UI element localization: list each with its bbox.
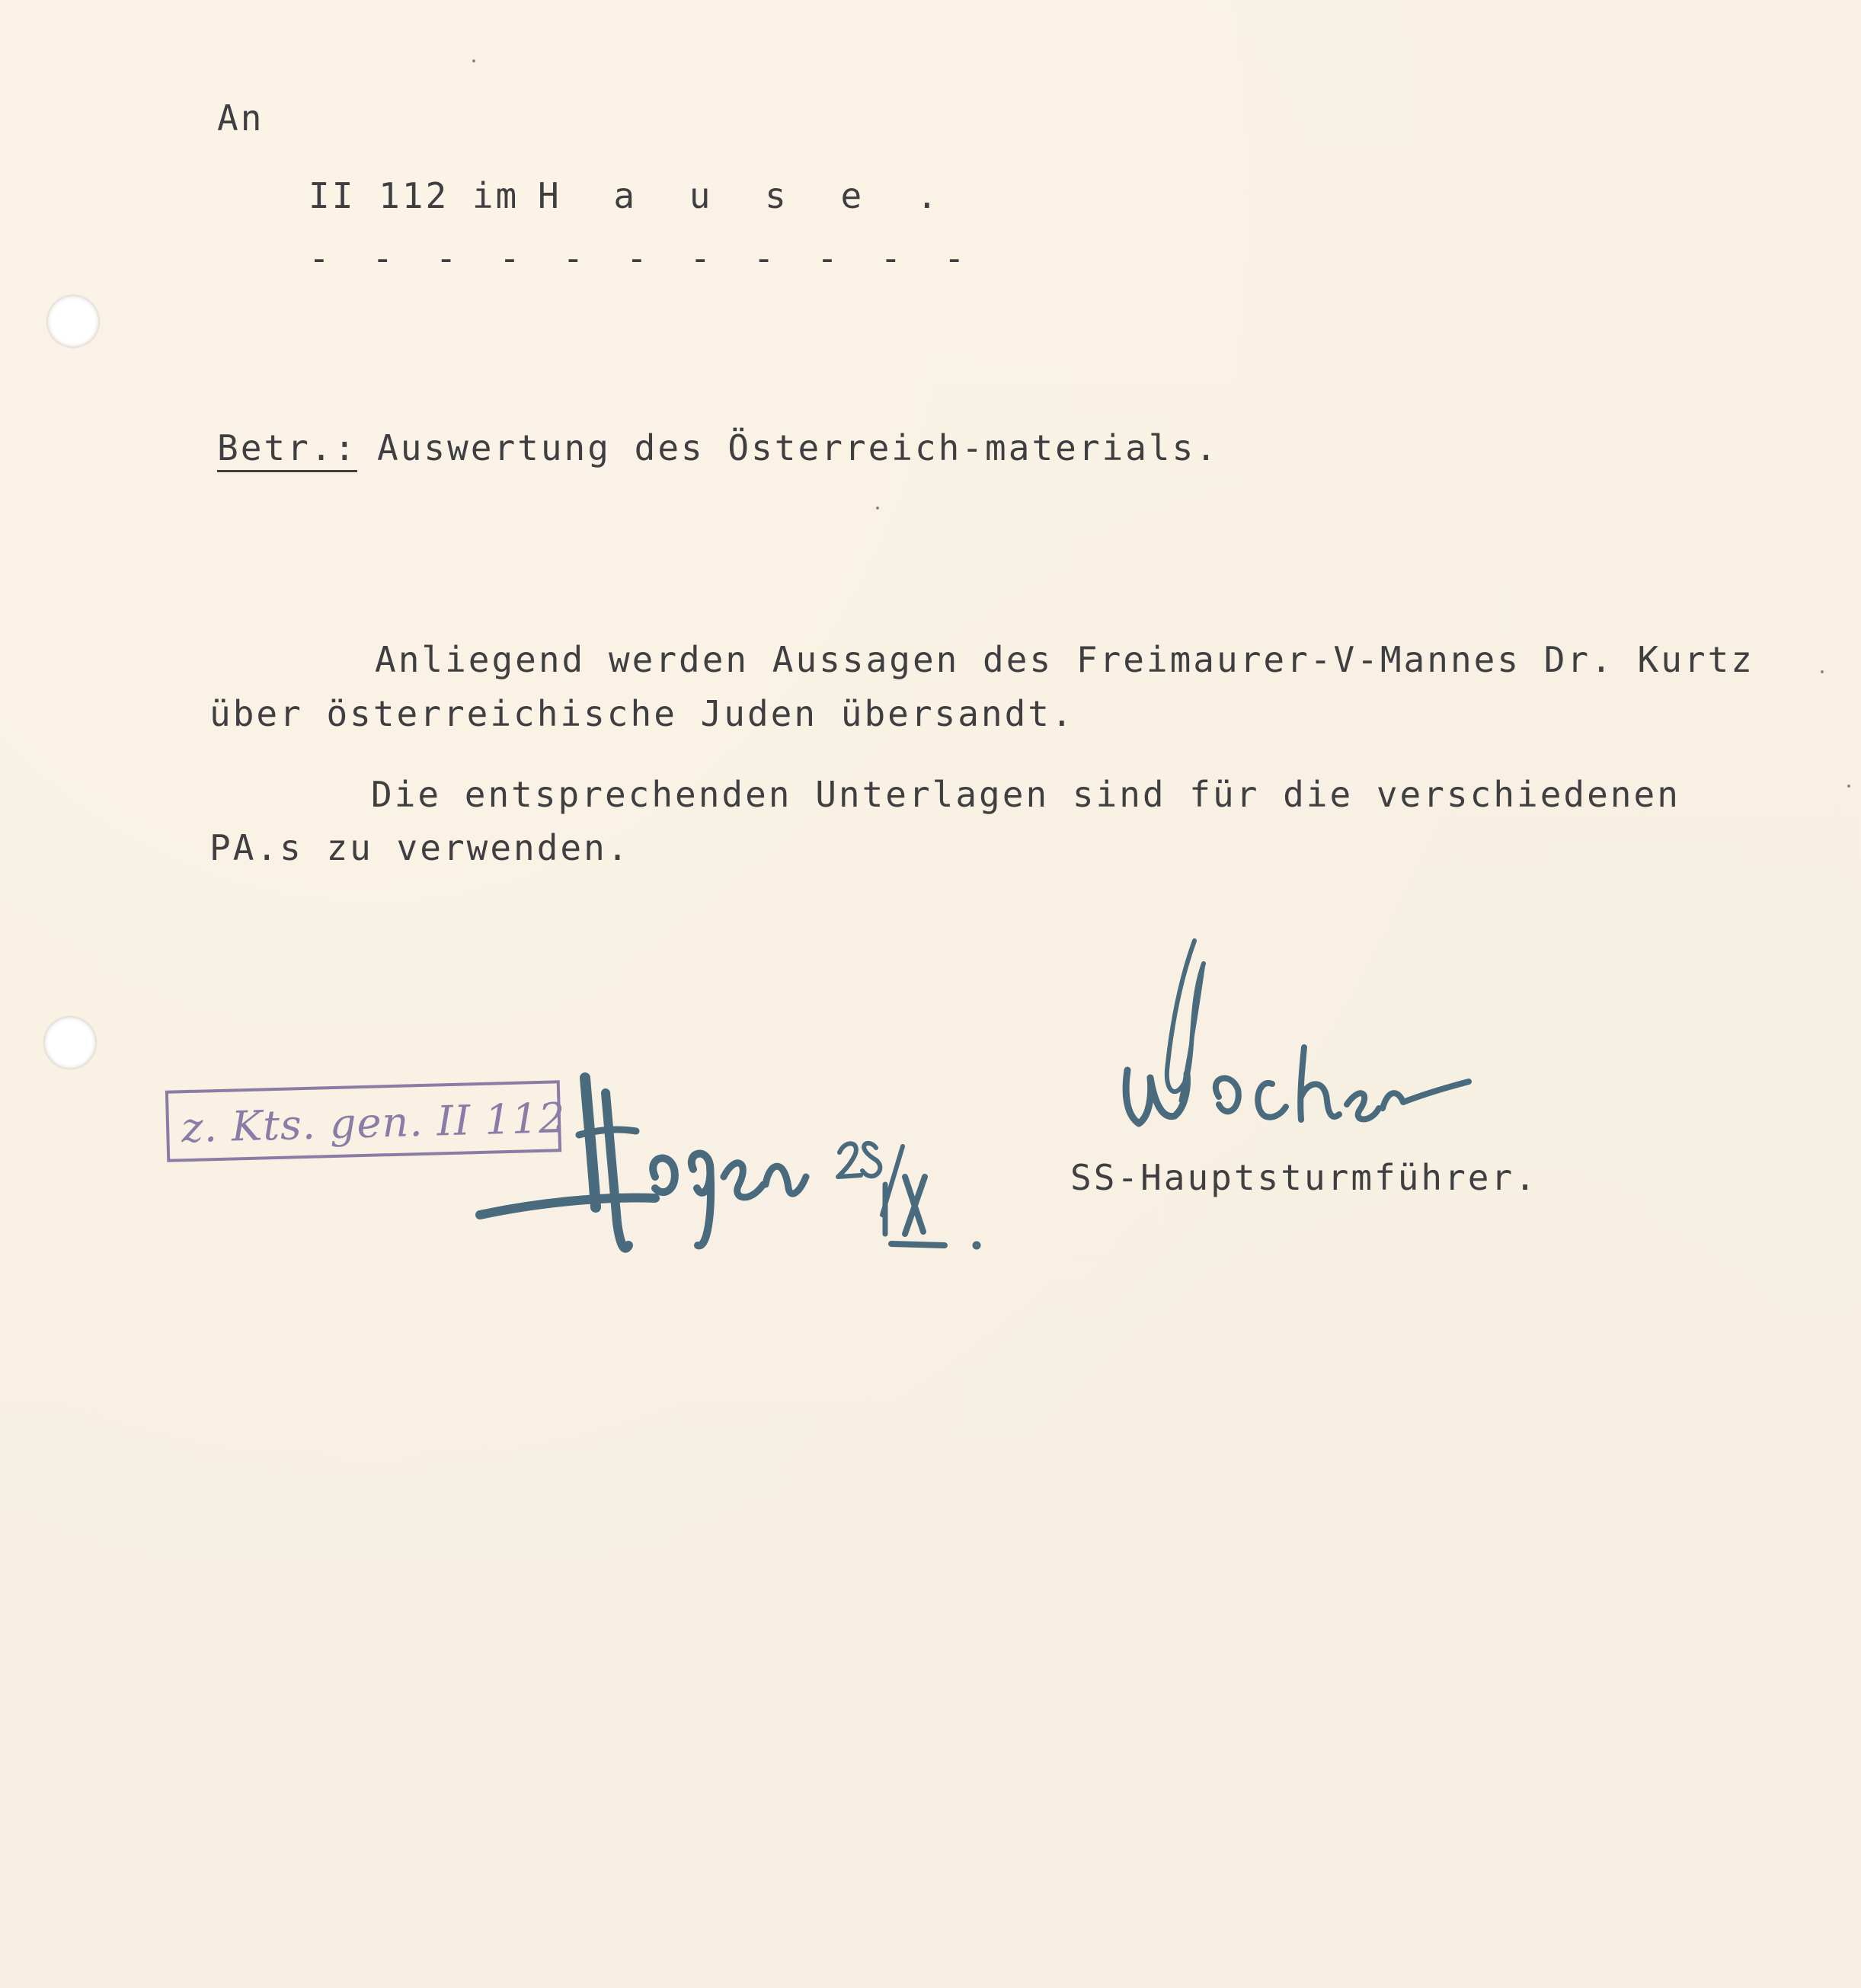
body-line-2: über österreichische Juden übersandt. bbox=[209, 693, 1075, 734]
punch-hole-bottom bbox=[44, 1017, 96, 1069]
signer-rank: SS-Hauptsturmführer. bbox=[1070, 1157, 1538, 1198]
body-line-1: Anliegend werden Aussagen des Freimaurer-V-Mannes Dr. Kurtz bbox=[375, 639, 1754, 680]
paper-speck bbox=[472, 59, 475, 62]
initial-signature bbox=[465, 1063, 1013, 1306]
body-line-3: Die entsprechenden Unterlagen sind für die verschiedenen bbox=[371, 774, 1680, 815]
paper-speck bbox=[876, 507, 879, 510]
recipient-place: H a u s e . bbox=[538, 175, 954, 216]
stamp-text: z. Kts. gen. II 112 bbox=[181, 1094, 567, 1152]
subject-label: Betr.: bbox=[217, 430, 357, 472]
paper-speck bbox=[1821, 670, 1824, 673]
recipient-dept: II 112 im bbox=[309, 175, 520, 216]
punch-hole-top bbox=[47, 296, 99, 347]
to-label: An bbox=[217, 97, 264, 139]
main-signature bbox=[1105, 933, 1485, 1177]
recipient-rule: - - - - - - - - - - - bbox=[309, 238, 976, 279]
paper-speck bbox=[1847, 785, 1850, 788]
body-line-4: PA.s zu verwenden. bbox=[209, 827, 631, 868]
subject-text: Auswertung des Österreich-materials. bbox=[377, 427, 1219, 468]
